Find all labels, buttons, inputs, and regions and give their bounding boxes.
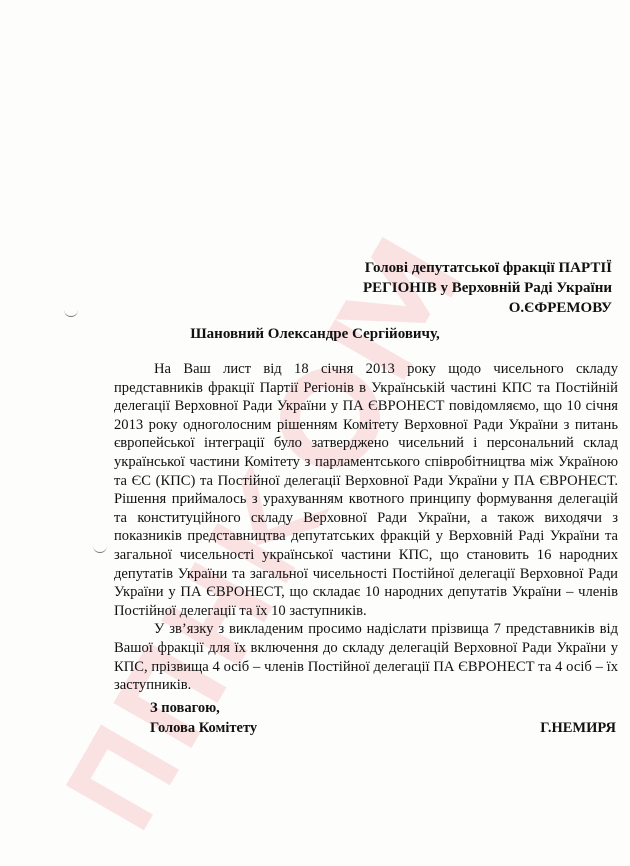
signatory-title: Голова Комітету bbox=[150, 720, 258, 736]
body-paragraph: У зв’язку з викладеним просимо надіслати прізвища 7 представників від Вашої фракції для їх включення до складу делегацій Верховної Ради України у КПС, прізвища 4 осіб – членів Постійної делегації ПА ЄВРОНЕСТ та 4 осіб – їх заступників. bbox=[114, 621, 618, 694]
salutation: Шановний Олександре Сергійовичу, bbox=[190, 326, 440, 342]
closing-block bbox=[150, 698, 257, 738]
body-paragraph: На Ваш лист від 18 січня 2013 року щодо чисельного складу представників фракції Партії Регіонів в Українській частині КПС та Постійній делегації Верховної Ради України у ПА ЄВРОНЕСТ повідомляємо, що 10 січня 2013 року одноголосним рішенням Комітету Верховної Ради України з питань європейської інтеграції було затверджено чисельний і персональний склад української частини Комітету з парламентського співробітництва між Україною та ЄС (КПС) та Постійної делегації Верховної Ради України у ПА ЄВРОНЕСТ. Рішення приймалось з урахуванням квотного принципу формування делегацій та конституційного складу Верховної Ради України, а також виходячи з показників представництва депутатських фракцій у Верховній Раді України та загальної чисельності української частини КПС, що становить 16 народних депутатів України та загальної чисельності Постійної делегації Верховної Ради України у ПА ЄВРОНЕСТ, що складає 10 народних депутатів України – членів Постійної делегації та їх 10 заступників. bbox=[114, 361, 618, 619]
signatory-name: Г.НЕМИРЯ bbox=[540, 720, 616, 736]
addressee-block bbox=[363, 258, 612, 318]
addressee-line: РЕГІОНІВ у Верховній Раді України bbox=[363, 280, 612, 296]
addressee-line: Голові депутатської фракції ПАРТІЇ bbox=[364, 260, 612, 276]
margin-mark bbox=[64, 306, 78, 317]
addressee-name: О.ЄФРЕМОВУ bbox=[508, 300, 612, 316]
closing-greeting: З повагою, bbox=[150, 700, 220, 716]
letter-body bbox=[114, 360, 618, 695]
margin-mark bbox=[93, 542, 107, 553]
